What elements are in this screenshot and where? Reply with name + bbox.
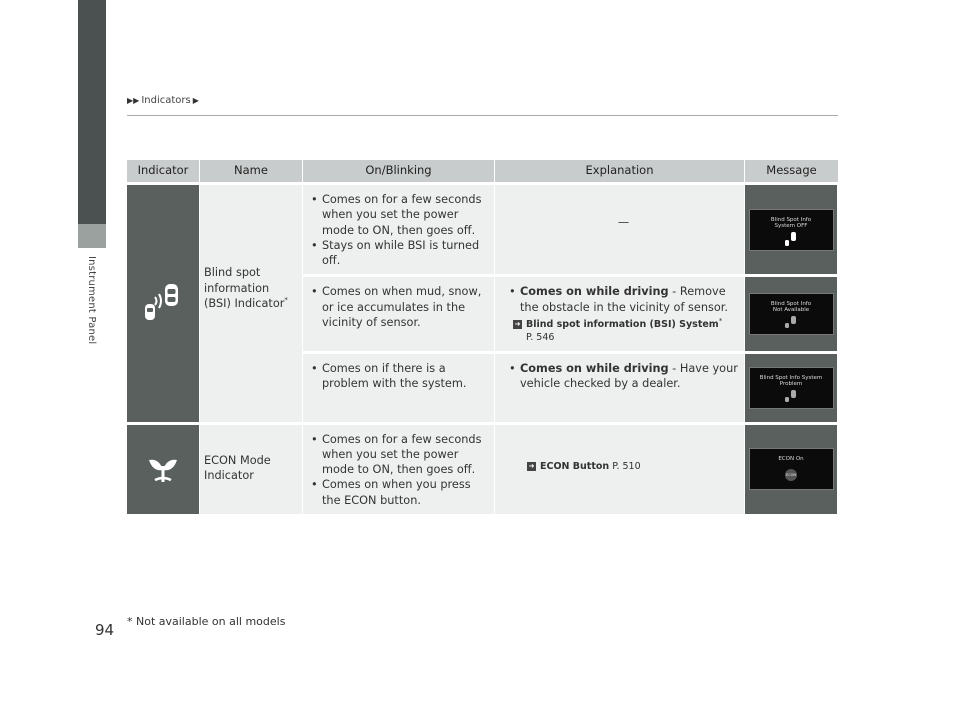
- message-screen: [749, 448, 834, 490]
- bsi-message-cell-3: [745, 354, 838, 422]
- breadcrumb-arrows-icon: ▶▶: [127, 96, 140, 105]
- cross-reference[interactable]: [527, 461, 738, 474]
- list-item: • Comes on for a few seconds when you set the power mode to ON, then goes off.: [311, 432, 488, 478]
- explanation-text: - Remove the obstacle in the vicinity of sensor.: [520, 285, 729, 314]
- bsi-explanation-cell-3: [495, 354, 745, 422]
- header-message: Message: [745, 160, 838, 182]
- list-item: • Stays on while BSI is turned off.: [311, 238, 488, 269]
- list-item: [509, 284, 738, 315]
- bsi-on-cell-2: [303, 277, 495, 350]
- econ-name: ECON Mode Indicator: [204, 453, 271, 482]
- footnote: * Not available on all models: [127, 615, 286, 628]
- bsi-name: Blind spot information (BSI) Indicator: [204, 266, 285, 310]
- bsi-explanation-cell-2: [495, 277, 745, 350]
- message-text: Blind Spot Info Not Available: [770, 300, 812, 314]
- reference-title[interactable]: Blind spot information (BSI) System: [526, 318, 719, 330]
- explanation-condition: Comes on while driving: [520, 285, 669, 299]
- list-item: • Comes on if there is a problem with the system.: [311, 361, 488, 392]
- econ-on-cell: [303, 425, 495, 514]
- bsi-message-cell-1: [745, 185, 838, 274]
- reference-arrow-icon: ➜: [528, 461, 535, 470]
- bsi-on-cell-1: [303, 185, 495, 274]
- header-indicator: Indicator: [127, 160, 200, 182]
- message-text: Blind Spot Info System Problem: [759, 374, 823, 388]
- reference-page[interactable]: P. 546: [526, 331, 555, 343]
- table-row: [127, 425, 838, 514]
- message-screen: [749, 209, 834, 251]
- list-item: • Comes on when you press the ECON button.: [311, 477, 488, 508]
- chapter-tab-marker: [78, 224, 106, 248]
- reference-page[interactable]: P. 510: [612, 460, 641, 472]
- bsi-indicator-cell: [127, 185, 200, 422]
- not-all-models-mark: *: [284, 296, 288, 305]
- econ-leaf-icon: [145, 450, 181, 484]
- blind-spot-icon: [143, 280, 183, 322]
- chapter-tab-bar: [78, 0, 106, 224]
- table-row: [127, 185, 838, 274]
- econ-button-icon: ECON: [785, 469, 797, 481]
- header-rule: [127, 115, 838, 116]
- reference-arrow-icon: ➜: [514, 319, 521, 328]
- blind-spot-icon: [784, 316, 798, 328]
- list-item: [509, 361, 738, 392]
- bsi-name-cell: [200, 185, 303, 422]
- breadcrumb[interactable]: [127, 95, 199, 106]
- cross-reference[interactable]: [513, 317, 738, 345]
- no-explanation-dash: —: [617, 216, 630, 229]
- list-item: • Comes on when mud, snow, or ice accumulates in the vicinity of sensor.: [311, 284, 488, 330]
- bsi-explanation-cell-1: [495, 185, 745, 274]
- econ-name-cell: [200, 425, 303, 514]
- econ-explanation-cell: [495, 425, 745, 514]
- message-text: Blind Spot Info System OFF: [770, 216, 812, 230]
- explanation-text: - Have your vehicle checked by a dealer.: [520, 361, 738, 390]
- breadcrumb-section[interactable]: Indicators: [141, 95, 191, 106]
- header-explanation: Explanation: [495, 160, 745, 182]
- indicator-table: [127, 157, 838, 517]
- explanation-condition: Comes on while driving: [520, 361, 669, 375]
- list-item: • Comes on for a few seconds when you set the power mode to ON, then goes off.: [311, 192, 488, 238]
- econ-indicator-cell: [127, 425, 200, 514]
- breadcrumb-arrow-icon: ▶: [192, 96, 199, 105]
- message-screen: [749, 367, 834, 409]
- not-all-models-mark: *: [718, 316, 723, 325]
- message-screen: [749, 293, 834, 335]
- page-number: 94: [95, 621, 115, 639]
- econ-message-cell: [745, 425, 838, 514]
- reference-title[interactable]: ECON Button: [540, 460, 610, 472]
- blind-spot-icon: [784, 390, 798, 402]
- header-on-blinking: On/Blinking: [303, 160, 495, 182]
- bsi-on-cell-3: [303, 354, 495, 422]
- blind-spot-icon: [784, 232, 798, 246]
- message-text: ECON On: [778, 456, 804, 463]
- bsi-message-cell-2: [745, 277, 838, 350]
- section-side-label: Instrument Panel: [86, 256, 97, 345]
- header-name: Name: [200, 160, 303, 182]
